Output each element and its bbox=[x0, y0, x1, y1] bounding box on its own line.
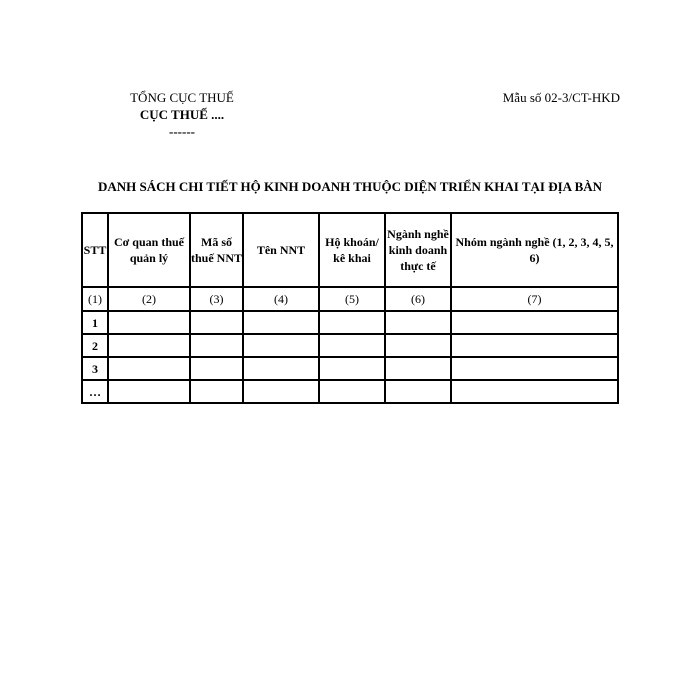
table-cell bbox=[190, 380, 243, 403]
table-cell bbox=[108, 380, 190, 403]
column-number: (3) bbox=[190, 287, 243, 311]
col-header-household-type: Hộ khoán/ kê khai bbox=[319, 213, 385, 287]
table-cell bbox=[190, 357, 243, 380]
table-cell bbox=[451, 334, 618, 357]
col-header-actual-business: Ngành nghề kinh doanh thực tế bbox=[385, 213, 451, 287]
column-number-row bbox=[82, 287, 618, 311]
table-cell bbox=[108, 357, 190, 380]
col-header-business-group: Nhóm ngành nghề (1, 2, 3, 4, 5, 6) bbox=[451, 213, 618, 287]
table-cell bbox=[243, 357, 319, 380]
row-index: 1 bbox=[82, 311, 108, 334]
table-cell bbox=[319, 334, 385, 357]
agency-divider: ------ bbox=[169, 124, 195, 139]
table-cell bbox=[385, 311, 451, 334]
table-cell bbox=[108, 311, 190, 334]
table-cell bbox=[385, 380, 451, 403]
column-number: (1) bbox=[82, 287, 108, 311]
table-cell bbox=[385, 334, 451, 357]
column-number: (6) bbox=[385, 287, 451, 311]
table-row bbox=[82, 380, 618, 403]
agency-name: TỔNG CỤC THUẾ bbox=[130, 90, 234, 105]
table-row bbox=[82, 357, 618, 380]
table-cell bbox=[243, 311, 319, 334]
document-title: DANH SÁCH CHI TIẾT HỘ KINH DOANH THUỘC DIỆN TRIỂN KHAI TẠI ĐỊA BÀN bbox=[97, 179, 603, 194]
table-cell bbox=[451, 380, 618, 403]
row-index: … bbox=[82, 380, 108, 403]
column-number: (5) bbox=[319, 287, 385, 311]
column-number: (7) bbox=[451, 287, 618, 311]
row-index: 3 bbox=[82, 357, 108, 380]
row-index: 2 bbox=[82, 334, 108, 357]
agency-block bbox=[112, 89, 252, 140]
column-number: (2) bbox=[108, 287, 190, 311]
col-header-tax-code: Mã số thuế NNT bbox=[190, 213, 243, 287]
col-header-stt: STT bbox=[82, 213, 108, 287]
form-code: Mẫu số 02-3/CT-HKD bbox=[502, 90, 620, 105]
table-cell bbox=[243, 380, 319, 403]
col-header-tax-office: Cơ quan thuế quản lý bbox=[108, 213, 190, 287]
col-header-taxpayer-name: Tên NNT bbox=[243, 213, 319, 287]
table-cell bbox=[319, 380, 385, 403]
table-cell bbox=[451, 357, 618, 380]
table-cell bbox=[319, 311, 385, 334]
household-business-table bbox=[81, 212, 619, 404]
table-cell bbox=[108, 334, 190, 357]
table-row bbox=[82, 311, 618, 334]
table-cell bbox=[451, 311, 618, 334]
table-row bbox=[82, 334, 618, 357]
table-header-row bbox=[82, 213, 618, 287]
table-cell bbox=[243, 334, 319, 357]
table-cell bbox=[190, 334, 243, 357]
table-cell bbox=[385, 357, 451, 380]
table-cell bbox=[319, 357, 385, 380]
department-name: CỤC THUẾ .... bbox=[139, 107, 225, 122]
table-cell bbox=[190, 311, 243, 334]
column-number: (4) bbox=[243, 287, 319, 311]
